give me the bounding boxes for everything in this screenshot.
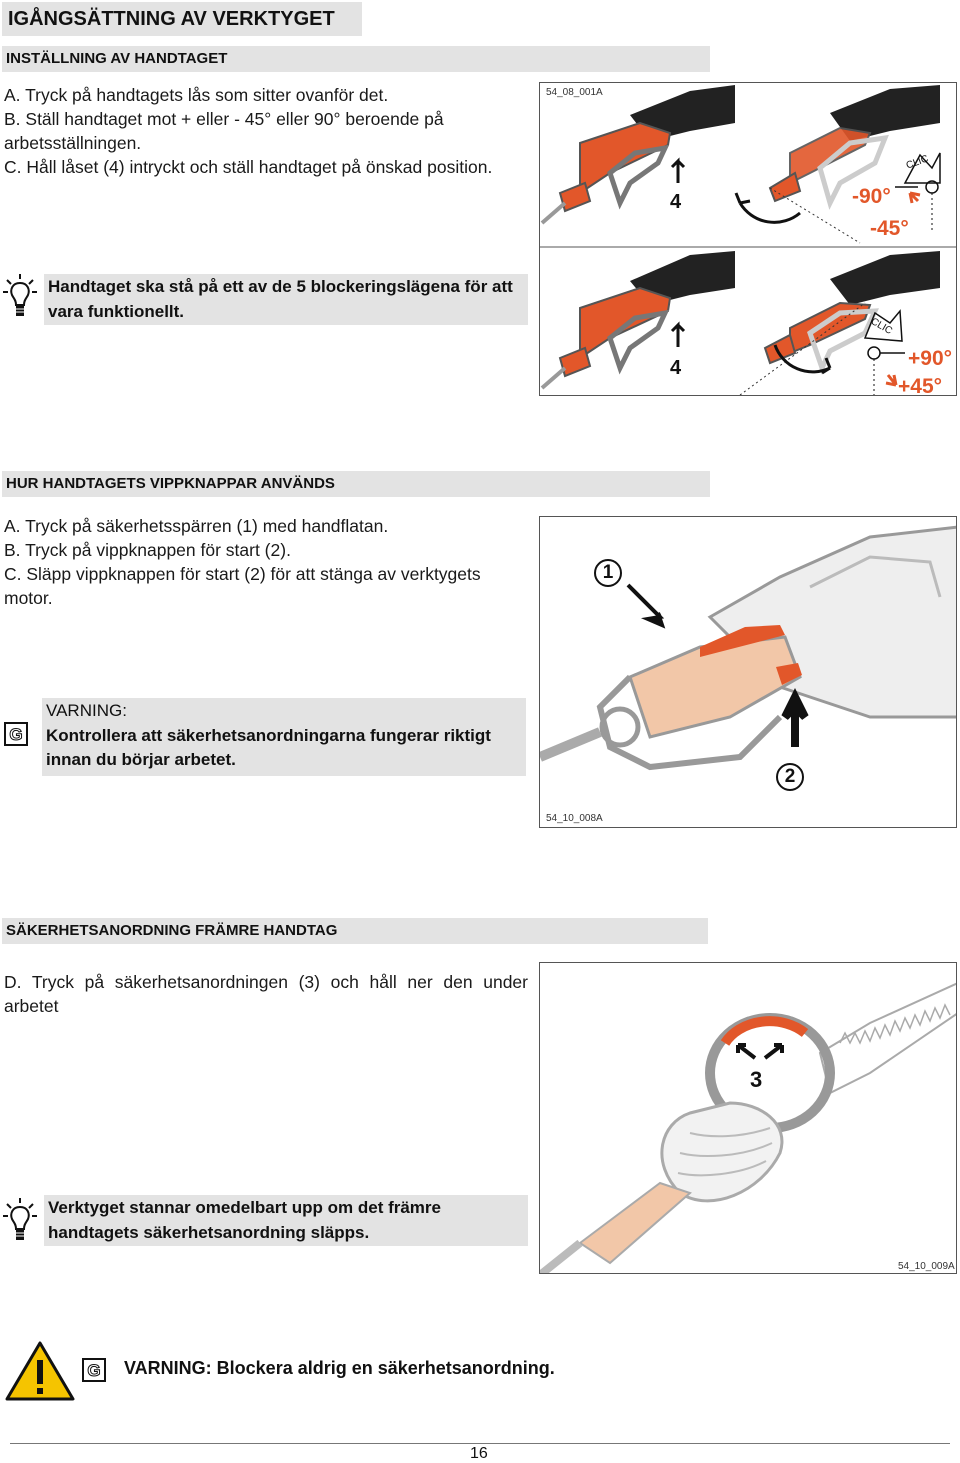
label-1-badge: 1 <box>594 559 622 587</box>
figure-code-3: 54_10_009A <box>898 1261 955 1272</box>
figure-code: 54_08_001A <box>546 87 603 98</box>
svg-text:G: G <box>9 725 23 744</box>
instruction-2b: B. Tryck på vippknappen för start (2). <box>4 540 291 560</box>
section-heading-handle-setting: INSTÄLLNING AV HANDTAGET <box>2 46 710 72</box>
section2-instructions <box>4 514 532 610</box>
angle-minus-90: -90° <box>852 185 891 208</box>
section-heading-front-handle: SÄKERHETSANORDNING FRÄMRE HANDTAG <box>2 918 708 944</box>
angle-plus-45: +45° <box>898 375 943 396</box>
lock-label-top: 4 <box>670 191 682 213</box>
handle-illustration-left-top <box>542 85 735 223</box>
instruction-2a: A. Tryck på säkerhetsspärren (1) med handflatan. <box>4 516 389 536</box>
clic-label-top: CLIC <box>904 153 930 172</box>
manual-g-icon <box>4 722 28 746</box>
warning-triangle-icon <box>4 1340 76 1402</box>
tip-note-front-handle: Verktyget stannar omedelbart upp om det främre handtagets säkerhetsanordning släpps. <box>44 1195 528 1246</box>
final-warning-text: VARNING: Blockera aldrig en säkerhetsanordning. <box>124 1358 555 1378</box>
page-title: IGÅNGSÄTTNING AV VERKTYGET <box>2 2 362 36</box>
instruction-a: A. Tryck på handtagets lås som sitter ovanför det. <box>4 85 389 105</box>
press-arrows <box>738 1045 782 1058</box>
handle-illustration-right-bottom <box>740 251 943 396</box>
manual-g-icon-2 <box>82 1358 106 1382</box>
angle-minus-45: -45° <box>870 217 909 240</box>
handle-rotation-figure <box>539 82 957 396</box>
trigger-figure <box>539 516 957 828</box>
handle-illustration-left-bottom <box>542 251 735 388</box>
lock-label-bottom: 4 <box>670 357 682 379</box>
label-3: 3 <box>750 1067 763 1092</box>
tip-note-locking-positions: Handtaget ska stå på ett av de 5 blockeringslägena för att vara funktionellt. <box>44 274 528 325</box>
instruction-3d: D. Tryck på säkerhetsanordningen (3) och håll ner den under arbetet <box>4 972 528 1016</box>
clic-label-bottom: CLIC <box>868 316 895 337</box>
section-heading-trigger-usage: HUR HANDTAGETS VIPPKNAPPAR ANVÄNDS <box>2 471 710 497</box>
angle-plus-90: +90° <box>908 347 953 370</box>
warning-body: Kontrollera att säkerhetsanordningarna fungerar riktigt innan du börjar arbetet. <box>46 725 491 769</box>
instruction-2c: C. Släpp vippknappen för start (2) för att stänga av verktygets motor. <box>4 564 481 608</box>
warning-title: VARNING: <box>46 701 127 720</box>
instruction-b: B. Ställ handtaget mot + eller - 45° eller 90° beroende på arbetsställningen. <box>4 109 444 153</box>
section3-instructions <box>4 970 528 1018</box>
svg-text:G: G <box>87 1361 101 1380</box>
lightbulb-tip-icon <box>2 272 38 320</box>
front-handle-illustration <box>540 963 957 1274</box>
footer-divider <box>10 1443 950 1444</box>
warning-safety-devices <box>42 698 526 776</box>
instruction-c: C. Håll låset (4) intryckt och ställ handtaget på önskad position. <box>4 157 493 177</box>
section1-instructions <box>4 83 532 179</box>
page-number: 16 <box>470 1445 488 1462</box>
figure-code-2: 54_10_008A <box>546 813 603 824</box>
label-2-badge: 2 <box>776 763 804 791</box>
lightbulb-tip-icon-2 <box>2 1196 38 1244</box>
front-handle-figure <box>539 962 957 1274</box>
